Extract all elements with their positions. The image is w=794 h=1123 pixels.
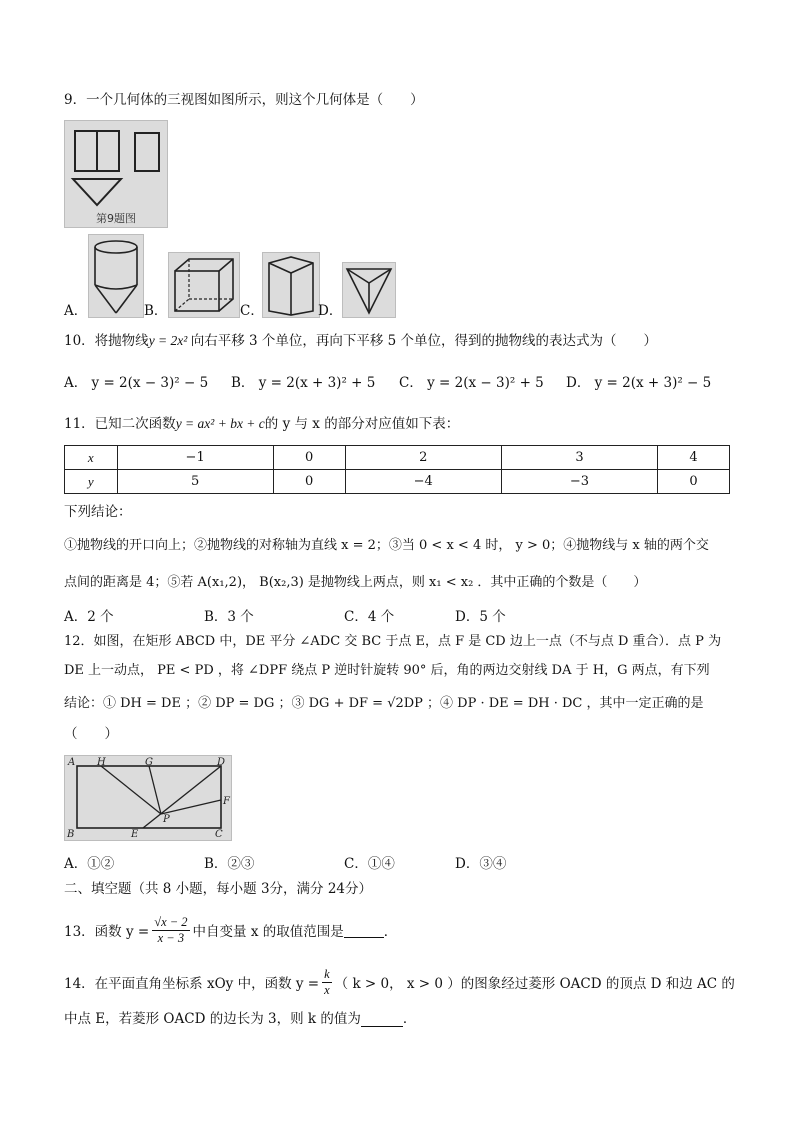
q11-conclusions-label: 下列结论：	[64, 504, 132, 520]
q11-option-b: B．3 个	[204, 609, 254, 625]
table-header-x: x	[65, 446, 118, 470]
q12-line1: 12．如图，在矩形 ABCD 中，DE 平分 ∠ADC 交 BC 于点 E，点 F 是 CD 边上一点（不与点 D 重合）．点 P 为	[64, 634, 722, 649]
q12-line3: 结论：① DH = DE ；② DP = DG ；③ DG + DF = √2DP ；④ DP · DE = DH · DC ，其中一定正确的是	[64, 696, 704, 711]
q11-option-c: C．4 个	[344, 609, 395, 625]
q14-line1-post: （ k > 0， x > 0 ）的图象经过菱形 OACD 的顶点 D 和边 AC 的	[334, 976, 735, 992]
q12-option-c: C．①④	[344, 856, 395, 872]
fig-label-f: F	[223, 796, 230, 807]
table-cell: 0	[658, 470, 730, 494]
q9-option-b: B．	[144, 303, 168, 319]
q11-value-table	[64, 445, 730, 494]
q14-frac-num: k	[324, 966, 330, 981]
q11-stem	[64, 414, 459, 434]
q10-stem-expr: y = 2x²	[148, 333, 191, 348]
q14-line2-row	[64, 1009, 416, 1029]
q11-conclusion-line1: ①抛物线的开口向上；②抛物线的对称轴为直线 x = 2；③当 0 < x < 4 时， y > 0；④抛物线与 x 轴的两个交	[64, 538, 709, 553]
q11-stem-post: 的 y 与 x 的部分对应值如下表：	[264, 416, 460, 432]
q13-post: 中自变量 x 的取值范围是	[192, 924, 344, 940]
q14-line2: 中点 E，若菱形 OACD 的边长为 3，则 k 的值为	[64, 1011, 361, 1027]
q10-stem-pre: 10．将抛物线	[64, 333, 149, 349]
q14-line1	[64, 962, 735, 1002]
fig-label-a: A	[68, 757, 76, 768]
q13	[64, 910, 397, 950]
q11-stem-expr: y = ax² + bx + c	[175, 416, 265, 431]
fig-label-b: B	[67, 829, 75, 840]
fig-label-g: G	[145, 757, 153, 768]
q10-option-c: C． y = 2(x − 3)² + 5	[399, 375, 544, 391]
q10-option-d: D． y = 2(x + 3)² − 5	[566, 375, 712, 391]
q10-stem	[64, 331, 657, 351]
q10-option-b: B． y = 2(x + 3)² + 5	[231, 375, 376, 391]
q12-option-b: B．②③	[204, 856, 255, 872]
fig-label-c: C	[215, 829, 223, 840]
table-cell: 0	[273, 446, 345, 470]
table-cell: −1	[117, 446, 273, 470]
q11-option-a: A．2 个	[64, 609, 114, 625]
q11-stem-pre: 11．已知二次函数	[64, 416, 176, 432]
q9-option-c-figure	[262, 252, 320, 318]
q13-answer-blank	[344, 923, 384, 938]
q14-answer-blank	[361, 1012, 403, 1027]
q12-line4: （ ）	[64, 726, 118, 742]
table-cell: 5	[117, 470, 273, 494]
section2-title: 二、填空题（共 8 小题，每小题 3分，满分 24分）	[64, 881, 373, 897]
q14-line1-pre: 14．在平面直角坐标系 xOy 中，函数 y =	[64, 976, 320, 992]
q10-option-a: A． y = 2(x − 3)² − 5	[64, 375, 209, 391]
q9-option-a: A．	[64, 303, 88, 319]
fig-label-e: E	[131, 829, 139, 840]
fig-label-d: D	[217, 757, 226, 768]
q14-frac-den: x	[324, 982, 330, 997]
q9-stem: 9．一个几何体的三视图如图所示，则这个几何体是（ ）	[64, 92, 424, 108]
q13-end: ．	[383, 924, 398, 940]
q12-option-a: A．①②	[64, 856, 115, 872]
table-cell: 0	[273, 470, 345, 494]
table-row	[65, 470, 730, 494]
q14-end: ．	[402, 1011, 417, 1027]
table-cell: 4	[658, 446, 730, 470]
q12-rectangle-figure	[64, 755, 232, 841]
q9-option-a-figure	[88, 234, 144, 318]
q9-option-d: D．	[318, 303, 343, 319]
fig-label-h: H	[97, 757, 106, 768]
q13-denominator: x − 3	[157, 930, 185, 945]
q9-option-d-figure	[342, 262, 396, 318]
table-cell: 2	[345, 446, 501, 470]
q13-pre: 13．函数 y =	[64, 924, 150, 940]
q10-stem-post: 向右平移 3 个单位，再向下平移 5 个单位，得到的抛物线的表达式为（ ）	[190, 333, 658, 349]
q12-option-d: D．③④	[455, 856, 507, 872]
q9-three-view-figure	[64, 120, 168, 228]
q14-fraction	[322, 967, 332, 998]
q12-line2: DE 上一动点， PE < PD ，将 ∠DPF 绕点 P 逆时针旋转 90° 后，角的两边交射线 DA 于 H，G 两点，有下列	[64, 663, 710, 678]
q13-numerator: √x − 2	[154, 914, 188, 929]
q9-fig-caption: 第9题图	[96, 212, 136, 225]
q13-fraction	[152, 915, 189, 946]
fig-label-p: P	[163, 814, 170, 825]
table-cell: 3	[501, 446, 657, 470]
q9-option-b-figure	[168, 252, 240, 318]
q11-option-d: D．5 个	[455, 609, 506, 625]
q11-conclusion-line2: 点间的距离是 4；⑤若 A(x₁,2)， B(x₂,3) 是抛物线上两点，则 x₁ < x₂ ．其中正确的个数是（ ）	[64, 575, 647, 590]
q9-option-c: C．	[240, 303, 264, 319]
table-header-y: y	[65, 470, 118, 494]
table-cell: −3	[501, 470, 657, 494]
table-row	[65, 446, 730, 470]
table-cell: −4	[345, 470, 501, 494]
